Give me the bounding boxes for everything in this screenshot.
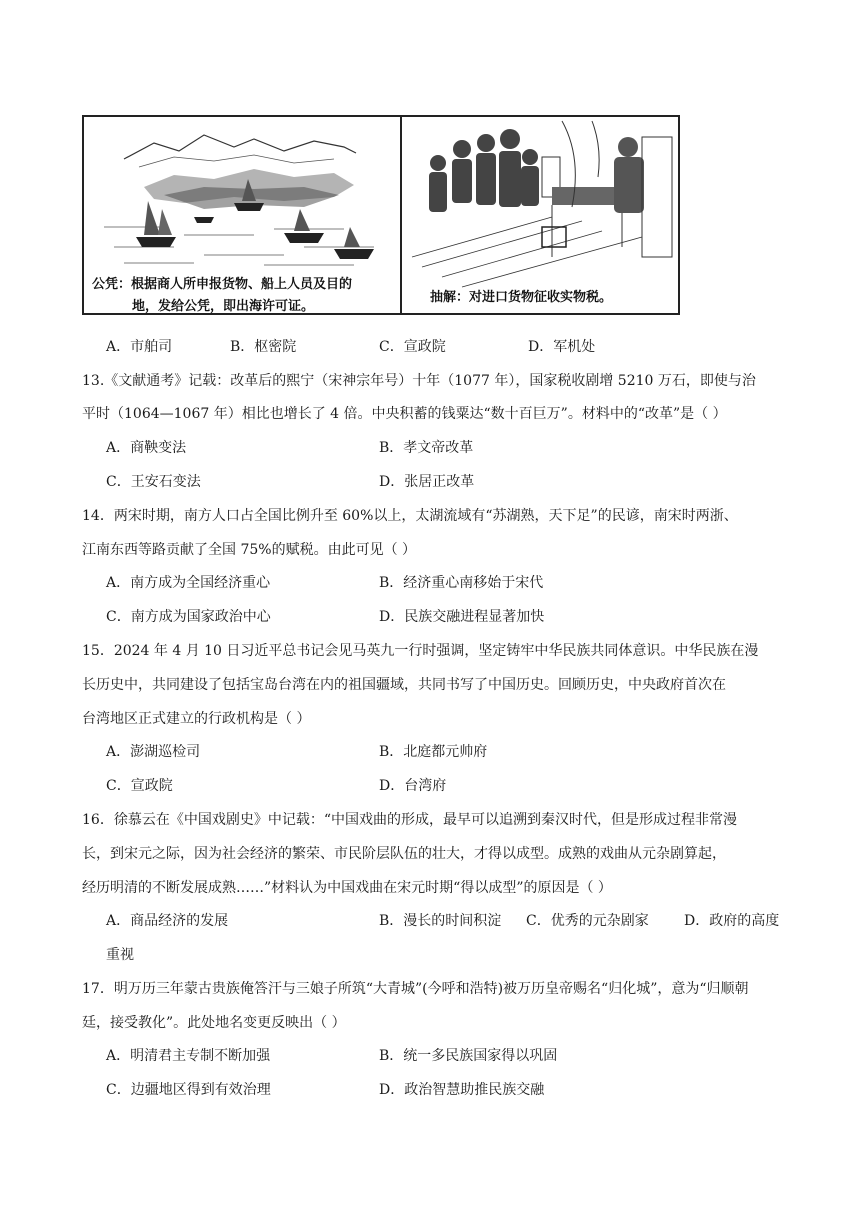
q15-stem-line3: 台湾地区正式建立的行政机构是（ ） [82,711,311,727]
q14-option-a[interactable]: A．南方成为全国经济重心 [106,575,271,591]
q13-stem-line2: 平时（1064—1067 年）相比也增长了 4 倍。中央积蓄的钱粟达“数十百巨万”。材料中的“改革”是（ ） [82,406,727,422]
q15-option-c[interactable]: C．宣政院 [106,778,173,794]
q12-option-d[interactable]: D．军机处 [528,339,596,355]
q16-stem-line2: 长，到宋元之际，因为社会经济的繁荣、市民阶层队伍的壮大，才得以成型。成熟的戏曲从元杂剧算起， [82,846,726,862]
q15-option-d[interactable]: D．台湾府 [379,778,447,794]
q15-option-a[interactable]: A．澎湖巡检司 [106,744,201,760]
q17-option-c[interactable]: C．边疆地区得到有效治理 [106,1082,271,1098]
q17-option-d[interactable]: D．政治智慧助推民族交融 [379,1082,545,1098]
gongping-caption-line2: 地，发给公凭，即出海许可证。 [132,299,315,314]
q17-option-b[interactable]: B．统一多民族国家得以巩固 [379,1048,558,1064]
q16-option-a[interactable]: A．商品经济的发展 [106,913,229,929]
q14-option-d[interactable]: D．民族交融进程显著加快 [379,609,545,625]
officials-tax-drawing [402,117,678,313]
historical-illustration-figure [82,115,680,315]
gongping-caption [92,274,392,318]
q14-option-b[interactable]: B．经济重心南移始于宋代 [379,575,544,591]
q17-stem-line2: 廷，接受教化”。此处地名变更反映出（ ） [82,1015,346,1031]
q17-stem-line1: 17．明万历三年蒙古贵族俺答汗与三娘子所筑“大青城”(今呼和浩特)被万历皇帝赐名“归化城”，意为“归顺朝 [82,981,749,997]
q16-stem-line1: 16．徐慕云在《中国戏剧史》中记载：“中国戏曲的形成，最早可以追溯到秦汉时代，但是形成过程非常漫 [82,812,737,828]
choujie-caption: 抽解：对进口货物征收实物税。 [430,290,613,305]
tax-collection-illustration-panel [402,117,678,313]
q14-stem-line2: 江南东西等路贡献了全国 75%的赋税。由此可见（ ） [82,542,417,558]
q13-option-d[interactable]: D．张居正改革 [379,474,475,490]
q16-option-c[interactable]: C．优秀的元杂剧家 [526,913,649,929]
q15-stem-line1: 15．2024 年 4 月 10 日习近平总书记会见马英九一行时强调，坚定铸牢中华民族共同体意识。中华民族在漫 [82,643,759,659]
q12-option-c[interactable]: C．宣政院 [379,339,446,355]
q13-option-a[interactable]: A．商鞅变法 [106,440,187,456]
q14-stem-line1: 14．两宋时期，南方人口占全国比例升至 60%以上，太湖流域有“苏湖熟，天下足”的民谚，南宋时两浙、 [82,508,738,524]
q12-option-a[interactable]: A．市舶司 [106,339,173,355]
q17-option-a[interactable]: A．明清君主专制不断加强 [106,1048,271,1064]
q16-option-d[interactable]: D．政府的高度 [684,913,780,929]
q12-option-b[interactable]: B．枢密院 [230,339,297,355]
q16-option-b[interactable]: B．漫长的时间积淀 [379,913,502,929]
q15-stem-line2: 长历史中，共同建设了包括宝岛台湾在内的祖国疆域，共同书写了中国历史。回顾历史，中央政府首次在 [82,677,726,693]
q15-option-b[interactable]: B．北庭都元帅府 [379,744,488,760]
gongping-caption-line1: 公凭：根据商人所申报货物、船上人员及目的 [92,277,353,292]
q16-stem-line3: 经历明清的不断发展成熟……”材料认为中国戏曲在宋元时期“得以成型”的原因是（ ） [82,880,612,896]
q13-option-c[interactable]: C．王安石变法 [106,474,201,490]
q13-stem-line1: 13.《文献通考》记载：改革后的熙宁（宋神宗年号）十年（1077 年），国家税收剧增 5210 万石，即使与治 [82,373,756,389]
harbor-illustration-panel [84,117,402,313]
q16-option-d-wrap: 重视 [106,947,134,963]
q13-option-b[interactable]: B．孝文帝改革 [379,440,474,456]
q14-option-c[interactable]: C．南方成为国家政治中心 [106,609,271,625]
